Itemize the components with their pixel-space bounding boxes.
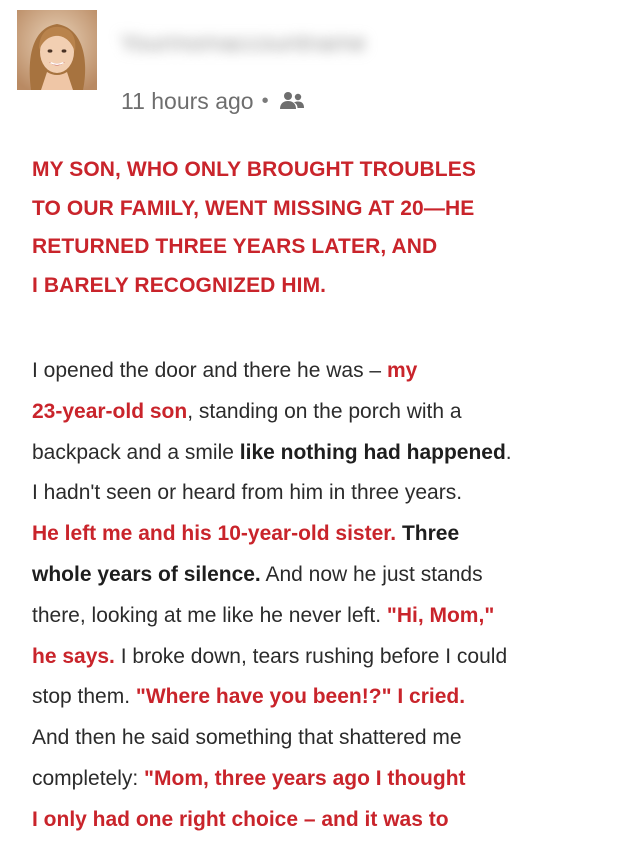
author-avatar[interactable] bbox=[17, 10, 97, 90]
body-text: , standing on the porch with a bbox=[187, 399, 462, 423]
avatar-image bbox=[17, 10, 97, 90]
body-line bbox=[32, 392, 632, 433]
body-line bbox=[32, 759, 632, 800]
body-line bbox=[32, 555, 632, 596]
body-highlight: "Mom, three years ago I thought bbox=[144, 766, 466, 790]
body-text: I opened the door and there he was – bbox=[32, 359, 387, 382]
body-text: completely: bbox=[32, 766, 145, 790]
body-emphasis: Three bbox=[396, 522, 460, 546]
post-header bbox=[0, 0, 641, 130]
body-line bbox=[32, 677, 632, 718]
author-name[interactable]: Yourmomaccountname bbox=[120, 30, 366, 57]
body-highlight: "Hi, Mom," bbox=[386, 603, 495, 627]
post-headline bbox=[32, 151, 622, 305]
body-text: backpack and a smile bbox=[32, 440, 240, 464]
post-meta bbox=[121, 86, 307, 116]
body-highlight: my bbox=[386, 359, 418, 382]
body-line bbox=[32, 433, 632, 474]
post-timestamp[interactable]: 11 hours ago bbox=[121, 87, 254, 114]
body-line bbox=[32, 514, 632, 555]
post-body bbox=[32, 351, 632, 841]
body-line bbox=[32, 351, 632, 392]
body-text: there, looking at me like he never left. bbox=[32, 603, 387, 627]
headline-line: I BARELY RECOGNIZED HIM. bbox=[32, 273, 327, 297]
body-line: I only had one right choice – and it was to bbox=[32, 807, 449, 831]
body-line: I hadn't seen or heard from him in three years. bbox=[32, 481, 463, 505]
meta-separator: • bbox=[261, 89, 269, 112]
people-icon[interactable] bbox=[277, 89, 307, 113]
body-highlight: 23-year-old son bbox=[32, 399, 188, 423]
body-line bbox=[32, 596, 632, 637]
headline-line: TO OUR FAMILY, WENT MISSING AT 20—HE bbox=[32, 196, 475, 220]
body-line bbox=[32, 637, 632, 678]
body-highlight: he says. bbox=[32, 644, 115, 668]
body-text: stop them. bbox=[32, 685, 136, 709]
body-highlight: "Where have you been!?" I cried. bbox=[135, 685, 466, 709]
body-text: I broke down, tears rushing before I could bbox=[114, 644, 508, 668]
body-emphasis: whole years of silence. bbox=[32, 562, 261, 586]
headline-line: MY SON, WHO ONLY BROUGHT TROUBLES bbox=[32, 158, 476, 181]
body-emphasis: like nothing had happened bbox=[239, 440, 506, 464]
body-text: . bbox=[505, 440, 512, 464]
headline-line: RETURNED THREE YEARS LATER, AND bbox=[32, 235, 438, 258]
body-highlight: He left me and his 10-year-old sister. bbox=[32, 522, 397, 546]
body-line: And then he said something that shattered me bbox=[32, 726, 462, 750]
body-text: And now he just stands bbox=[260, 562, 483, 586]
